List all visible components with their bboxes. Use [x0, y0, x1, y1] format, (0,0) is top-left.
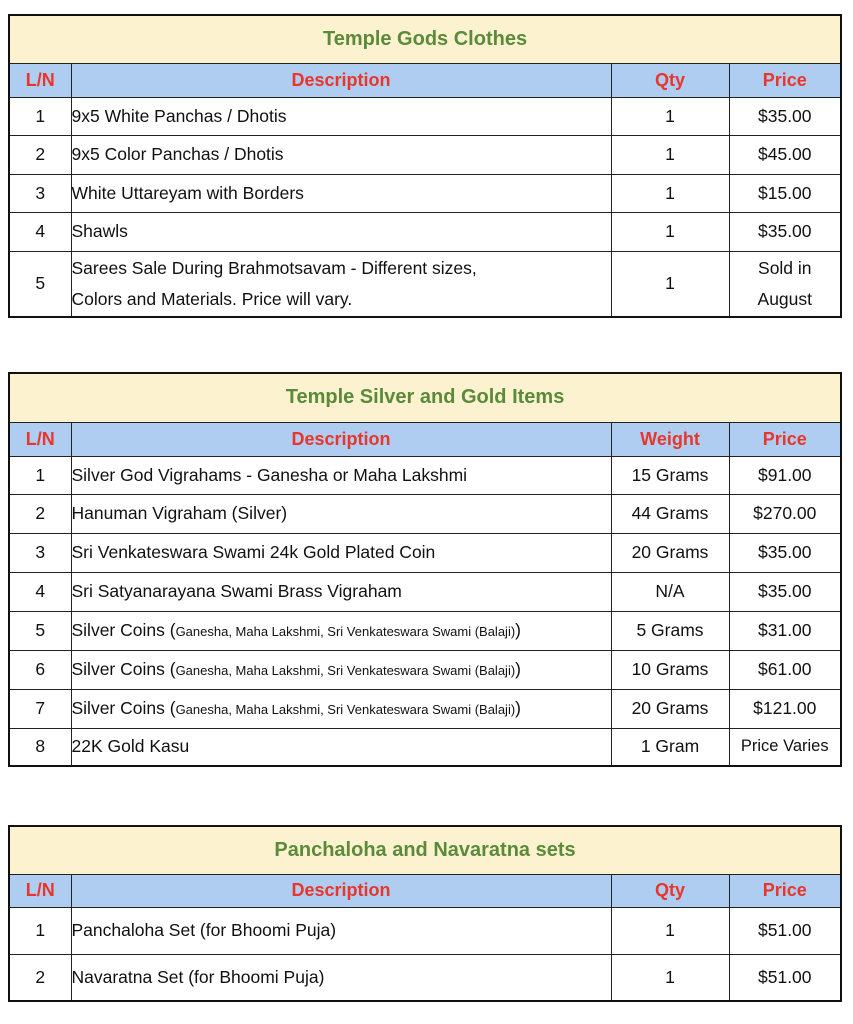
- price-line-1: Sold in: [758, 257, 812, 278]
- table-row: [9, 494, 841, 533]
- description-detail: Ganesha, Maha Lakshmi, Sri Venkateswara Swami (Balaji): [175, 624, 516, 639]
- column-header-price: Price: [729, 874, 841, 907]
- line-number: 2: [9, 954, 71, 1001]
- table-row: [9, 611, 841, 650]
- description-close: ): [515, 698, 521, 718]
- column-header-qty: Qty: [611, 63, 729, 97]
- description: [71, 611, 611, 650]
- table-title: Panchaloha and Navaratna sets: [9, 826, 841, 874]
- panchaloha-navaratna-sets-table: [8, 825, 842, 1002]
- description: Silver God Vigrahams - Ganesha or Maha Lakshmi: [71, 456, 611, 494]
- table-row: [9, 212, 841, 251]
- quantity: 1: [611, 251, 729, 317]
- column-header-weight: Weight: [611, 422, 729, 456]
- price: $91.00: [729, 456, 841, 494]
- column-header-ln: L/N: [9, 874, 71, 907]
- description: Sri Venkateswara Swami 24k Gold Plated Coin: [71, 533, 611, 572]
- description-main: Silver Coins (: [71, 698, 176, 718]
- price: $121.00: [729, 689, 841, 728]
- table-row: [9, 728, 841, 766]
- column-header-qty: Qty: [611, 874, 729, 907]
- description: Navaratna Set (for Bhoomi Puja): [71, 954, 611, 1001]
- description-line-2: Colors and Materials. Price will vary.: [71, 288, 353, 309]
- description: 9x5 Color Panchas / Dhotis: [71, 135, 611, 174]
- description-close: ): [515, 620, 521, 640]
- price: Price Varies: [729, 728, 841, 766]
- table-row: [9, 97, 841, 135]
- price: $35.00: [729, 97, 841, 135]
- line-number: 6: [9, 650, 71, 689]
- description: 9x5 White Panchas / Dhotis: [71, 97, 611, 135]
- price: $35.00: [729, 572, 841, 611]
- description-detail: Ganesha, Maha Lakshmi, Sri Venkateswara Swami (Balaji): [175, 663, 516, 678]
- line-number: 5: [9, 251, 71, 317]
- table-row: [9, 907, 841, 954]
- line-number: 1: [9, 907, 71, 954]
- column-header-price: Price: [729, 422, 841, 456]
- line-number: 1: [9, 97, 71, 135]
- weight: 20 Grams: [611, 689, 729, 728]
- line-number: 3: [9, 533, 71, 572]
- price: $45.00: [729, 135, 841, 174]
- table-row: [9, 456, 841, 494]
- price: [729, 251, 841, 317]
- line-number: 2: [9, 135, 71, 174]
- description: White Uttareyam with Borders: [71, 174, 611, 212]
- description-main: Silver Coins (: [71, 659, 176, 679]
- weight: 15 Grams: [611, 456, 729, 494]
- weight: 44 Grams: [611, 494, 729, 533]
- weight: 5 Grams: [611, 611, 729, 650]
- price: $270.00: [729, 494, 841, 533]
- line-number: 3: [9, 174, 71, 212]
- quantity: 1: [611, 907, 729, 954]
- price-line-2: August: [757, 288, 813, 309]
- column-header-price: Price: [729, 63, 841, 97]
- line-number: 4: [9, 572, 71, 611]
- description: Panchaloha Set (for Bhoomi Puja): [71, 907, 611, 954]
- price: $31.00: [729, 611, 841, 650]
- column-header-description: Description: [71, 874, 611, 907]
- price: $35.00: [729, 212, 841, 251]
- weight: N/A: [611, 572, 729, 611]
- price: $35.00: [729, 533, 841, 572]
- table-title: Temple Silver and Gold Items: [9, 373, 841, 422]
- line-number: 1: [9, 456, 71, 494]
- quantity: 1: [611, 174, 729, 212]
- weight: 20 Grams: [611, 533, 729, 572]
- description: 22K Gold Kasu: [71, 728, 611, 766]
- weight: 1 Gram: [611, 728, 729, 766]
- description: [71, 251, 611, 317]
- description-close: ): [515, 659, 521, 679]
- column-header-ln: L/N: [9, 63, 71, 97]
- column-header-ln: L/N: [9, 422, 71, 456]
- price: $51.00: [729, 907, 841, 954]
- price: $51.00: [729, 954, 841, 1001]
- table-row: [9, 174, 841, 212]
- column-header-description: Description: [71, 63, 611, 97]
- line-number: 7: [9, 689, 71, 728]
- table-row: [9, 251, 841, 317]
- line-number: 2: [9, 494, 71, 533]
- temple-gods-clothes-table: [8, 14, 842, 318]
- table-title: Temple Gods Clothes: [9, 15, 841, 63]
- description: Shawls: [71, 212, 611, 251]
- quantity: 1: [611, 97, 729, 135]
- weight: 10 Grams: [611, 650, 729, 689]
- table-row: [9, 533, 841, 572]
- description: [71, 650, 611, 689]
- line-number: 4: [9, 212, 71, 251]
- price: $15.00: [729, 174, 841, 212]
- column-header-description: Description: [71, 422, 611, 456]
- description: Sri Satyanarayana Swami Brass Vigraham: [71, 572, 611, 611]
- description: Hanuman Vigraham (Silver): [71, 494, 611, 533]
- line-number: 5: [9, 611, 71, 650]
- description-detail: Ganesha, Maha Lakshmi, Sri Venkateswara Swami (Balaji): [175, 702, 516, 717]
- line-number: 8: [9, 728, 71, 766]
- quantity: 1: [611, 212, 729, 251]
- temple-silver-gold-items-table: [8, 372, 842, 767]
- table-row: [9, 135, 841, 174]
- quantity: 1: [611, 135, 729, 174]
- table-row: [9, 689, 841, 728]
- table-row: [9, 650, 841, 689]
- table-row: [9, 572, 841, 611]
- description: [71, 689, 611, 728]
- quantity: 1: [611, 954, 729, 1001]
- price: $61.00: [729, 650, 841, 689]
- table-row: [9, 954, 841, 1001]
- description-main: Silver Coins (: [71, 620, 176, 640]
- description-line-1: Sarees Sale During Brahmotsavam - Different sizes,: [71, 257, 477, 278]
